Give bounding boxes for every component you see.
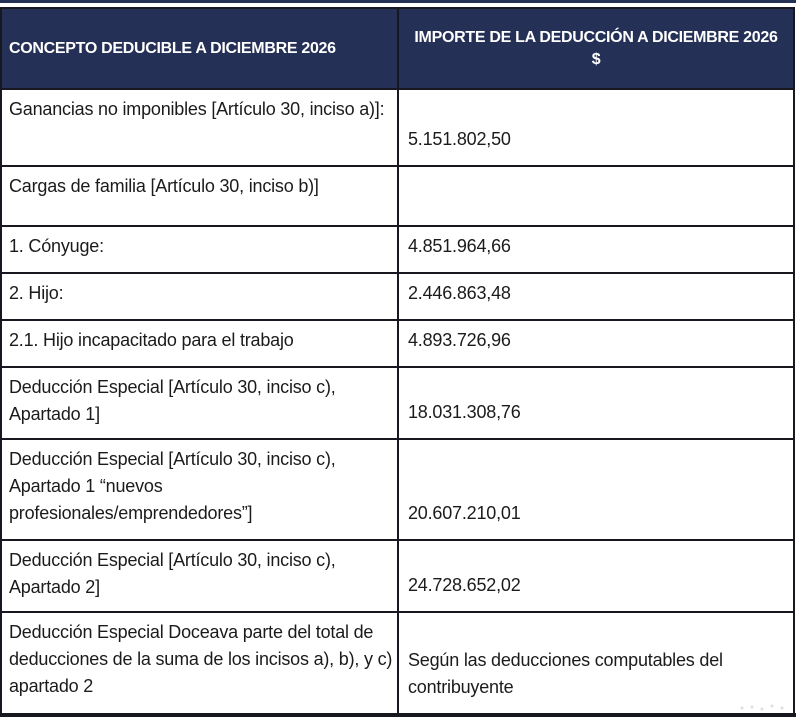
amount-cell: 20.607.210,01	[398, 439, 794, 540]
concept-cell: 2.1. Hijo incapacitado para el trabajo	[1, 320, 398, 367]
table-row	[1, 367, 794, 439]
concept-cell: Deducción Especial [Artículo 30, inciso c), Apartado 1 “nuevos profesionales/emprendedores”]	[1, 439, 398, 540]
table-header	[1, 8, 794, 89]
concept-cell: 2. Hijo:	[1, 273, 398, 320]
concept-cell: Deducción Especial [Artículo 30, inciso c), Apartado 2]	[1, 540, 398, 612]
concept-cell: Ganancias no imponibles [Artículo 30, inciso a)]:	[1, 89, 398, 166]
column-header-amount: IMPORTE DE LA DEDUCCIÓN A DICIEMBRE 2026 $	[398, 8, 794, 89]
table-row	[1, 439, 794, 540]
concept-cell: Cargas de familia [Artículo 30, inciso b)]	[1, 166, 398, 226]
table-row	[1, 166, 794, 226]
amount-cell: 24.728.652,02	[398, 540, 794, 612]
top-edge-strip	[0, 0, 796, 3]
table-row	[1, 89, 794, 166]
table-row	[1, 273, 794, 320]
amount-cell: 2.446.863,48	[398, 273, 794, 320]
table-body	[1, 89, 794, 714]
amount-cell: Según las deducciones computables del contribuyente	[398, 612, 794, 714]
bottom-edge-bar	[0, 713, 796, 717]
concept-cell: Deducción Especial Doceava parte del total de deducciones de la suma de los incisos a), b), y c) apartado 2	[1, 612, 398, 714]
amount-cell: 4.851.964,66	[398, 226, 794, 273]
concept-cell: 1. Cónyuge:	[1, 226, 398, 273]
amount-cell: 18.031.308,76	[398, 367, 794, 439]
header-row	[1, 8, 794, 89]
amount-cell	[398, 166, 794, 226]
amount-cell: 5.151.802,50	[398, 89, 794, 166]
watermark-smudge	[738, 701, 790, 711]
concept-cell: Deducción Especial [Artículo 30, inciso c), Apartado 1]	[1, 367, 398, 439]
table-row	[1, 540, 794, 612]
table-row	[1, 612, 794, 714]
table-row	[1, 320, 794, 367]
column-header-concept: CONCEPTO DEDUCIBLE A DICIEMBRE 2026	[1, 8, 398, 89]
amount-cell: 4.893.726,96	[398, 320, 794, 367]
table-row	[1, 226, 794, 273]
deduction-table	[0, 7, 795, 715]
